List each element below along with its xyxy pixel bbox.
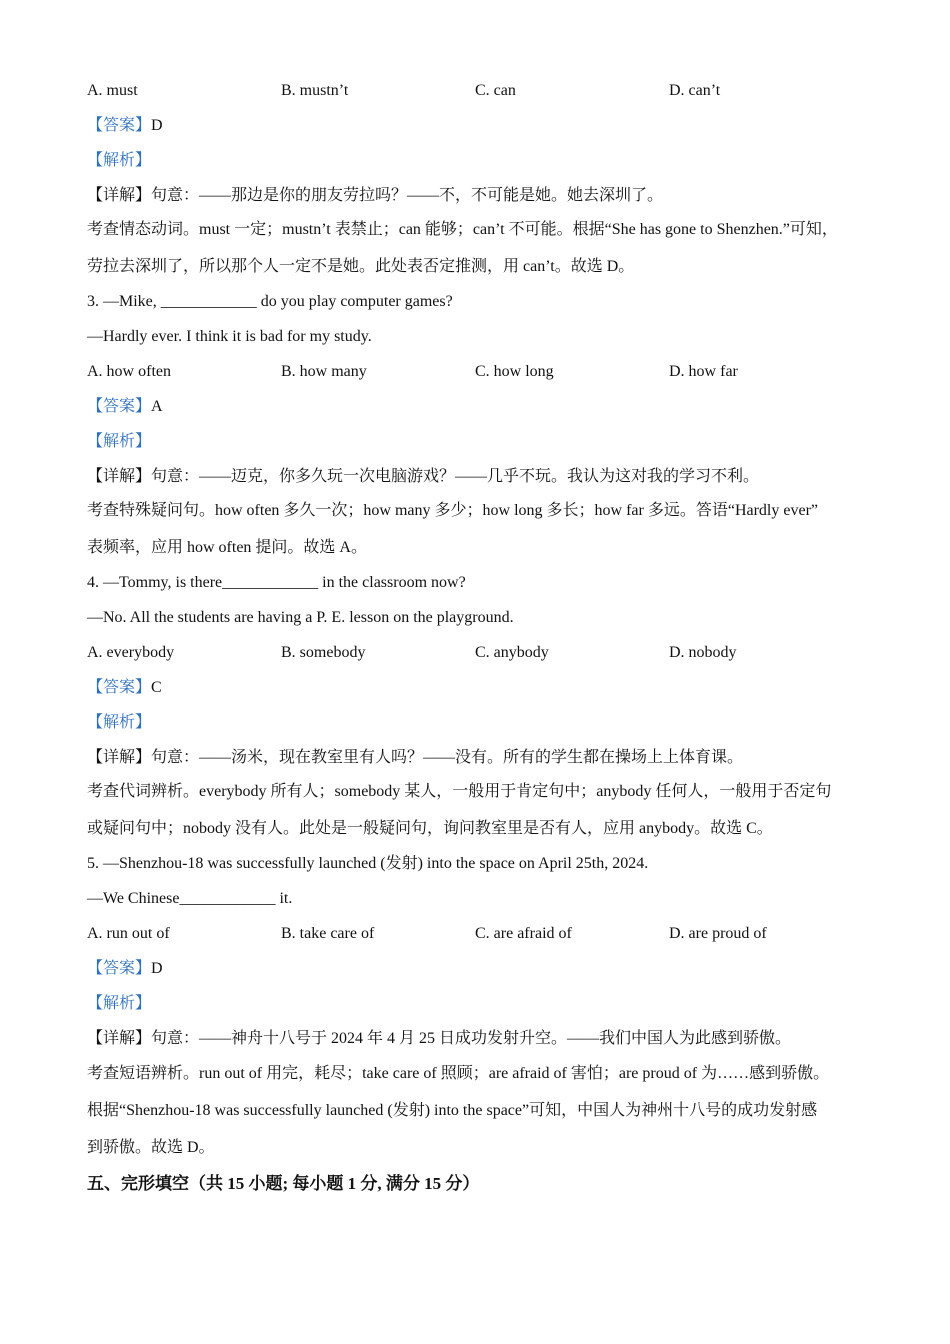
answer-value: C — [151, 679, 162, 696]
q5-analysis-tag: 【解析】 — [87, 995, 152, 1012]
answer-value: A — [151, 398, 163, 415]
q3-answer — [87, 397, 163, 417]
answer-tag: 【答案】 — [87, 398, 152, 415]
q5-answer — [87, 959, 163, 979]
q4-explanation-2: 或疑问句中；nobody 没有人。此处是一般疑问句，询问教室里是否有人，应用 anybody。故选 C。 — [87, 820, 773, 837]
q2-explanation-1: 考查情态动词。must 一定；mustn’t 表禁止；can 能够；can’t 不可能。根据“She has gone to Shenzhen.”可知， — [87, 221, 838, 238]
q2-answer — [87, 116, 163, 136]
option-d: D. are proud of — [669, 925, 767, 942]
q5-explanation-3: 到骄傲。故选 D。 — [87, 1139, 215, 1156]
q2-analysis-tag: 【解析】 — [87, 152, 152, 169]
option-b: B. mustn’t — [281, 82, 349, 99]
answer-tag: 【答案】 — [87, 117, 152, 134]
q5-options — [87, 924, 863, 944]
option-c: C. are afraid of — [475, 925, 572, 942]
q4-detail: 【详解】句意：——汤米，现在教室里有人吗？——没有。所有的学生都在操场上上体育课。 — [87, 749, 744, 766]
option-d: D. can’t — [669, 82, 721, 99]
option-d: D. how far — [669, 363, 738, 380]
option-b: B. take care of — [281, 925, 375, 942]
option-c: C. how long — [475, 363, 554, 380]
q2-options — [87, 81, 863, 101]
q3-reply: —Hardly ever. I think it is bad for my study. — [87, 328, 372, 345]
option-b: B. somebody — [281, 644, 366, 661]
answer-tag: 【答案】 — [87, 679, 152, 696]
option-c: C. anybody — [475, 644, 549, 661]
answer-value: D — [151, 960, 163, 977]
q3-explanation-2: 表频率，应用 how often 提问。故选 A。 — [87, 539, 367, 556]
q3-analysis-tag: 【解析】 — [87, 433, 152, 450]
answer-tag: 【答案】 — [87, 960, 152, 977]
q4-options — [87, 643, 863, 663]
q2-explanation-2: 劳拉去深圳了，所以那个人一定不是她。此处表否定推测，用 can’t。故选 D。 — [87, 258, 635, 275]
answer-value: D — [151, 117, 163, 134]
q2-detail: 【详解】句意：——那边是你的朋友劳拉吗？——不，不可能是她。她去深圳了。 — [87, 187, 664, 204]
option-d: D. nobody — [669, 644, 737, 661]
option-a: A. everybody — [87, 644, 175, 661]
q5-explanation-1: 考查短语辨析。run out of 用完，耗尽；take care of 照顾；are afraid of 害怕；are proud of 为……感到骄傲。 — [87, 1065, 830, 1082]
q4-analysis-tag: 【解析】 — [87, 714, 152, 731]
q5-stem: 5. —Shenzhou-18 was successfully launched (发射) into the space on April 25th, 2024. — [87, 855, 649, 872]
option-a: A. run out of — [87, 925, 170, 942]
q3-stem: 3. —Mike, ____________ do you play computer games? — [87, 293, 453, 310]
section-title: 五、完形填空（共 15 小题; 每小题 1 分, 满分 15 分） — [87, 1174, 480, 1193]
q3-options — [87, 362, 863, 382]
q3-detail: 【详解】句意：——迈克，你多久玩一次电脑游戏？——几乎不玩。我认为这对我的学习不利。 — [87, 468, 760, 485]
option-a: A. how often — [87, 363, 171, 380]
q5-detail: 【详解】句意：——神舟十八号于 2024 年 4 月 25 日成功发射升空。——我们中国人为此感到骄傲。 — [87, 1030, 792, 1047]
q5-reply: —We Chinese____________ it. — [87, 890, 293, 907]
q4-explanation-1: 考查代词辨析。everybody 所有人；somebody 某人，一般用于肯定句中；anybody 任何人，一般用于否定句 — [87, 783, 832, 800]
option-a: A. must — [87, 82, 138, 99]
q4-stem: 4. —Tommy, is there____________ in the classroom now? — [87, 574, 466, 591]
q4-reply: —No. All the students are having a P. E. lesson on the playground. — [87, 609, 514, 626]
q4-answer — [87, 678, 162, 698]
q5-explanation-2: 根据“Shenzhou-18 was successfully launched (发射) into the space”可知，中国人为神州十八号的成功发射感 — [87, 1102, 818, 1119]
q3-explanation-1: 考查特殊疑问句。how often 多久一次；how many 多少；how long 多长；how far 多远。答语“Hardly ever” — [87, 502, 819, 519]
option-c: C. can — [475, 82, 516, 99]
option-b: B. how many — [281, 363, 367, 380]
